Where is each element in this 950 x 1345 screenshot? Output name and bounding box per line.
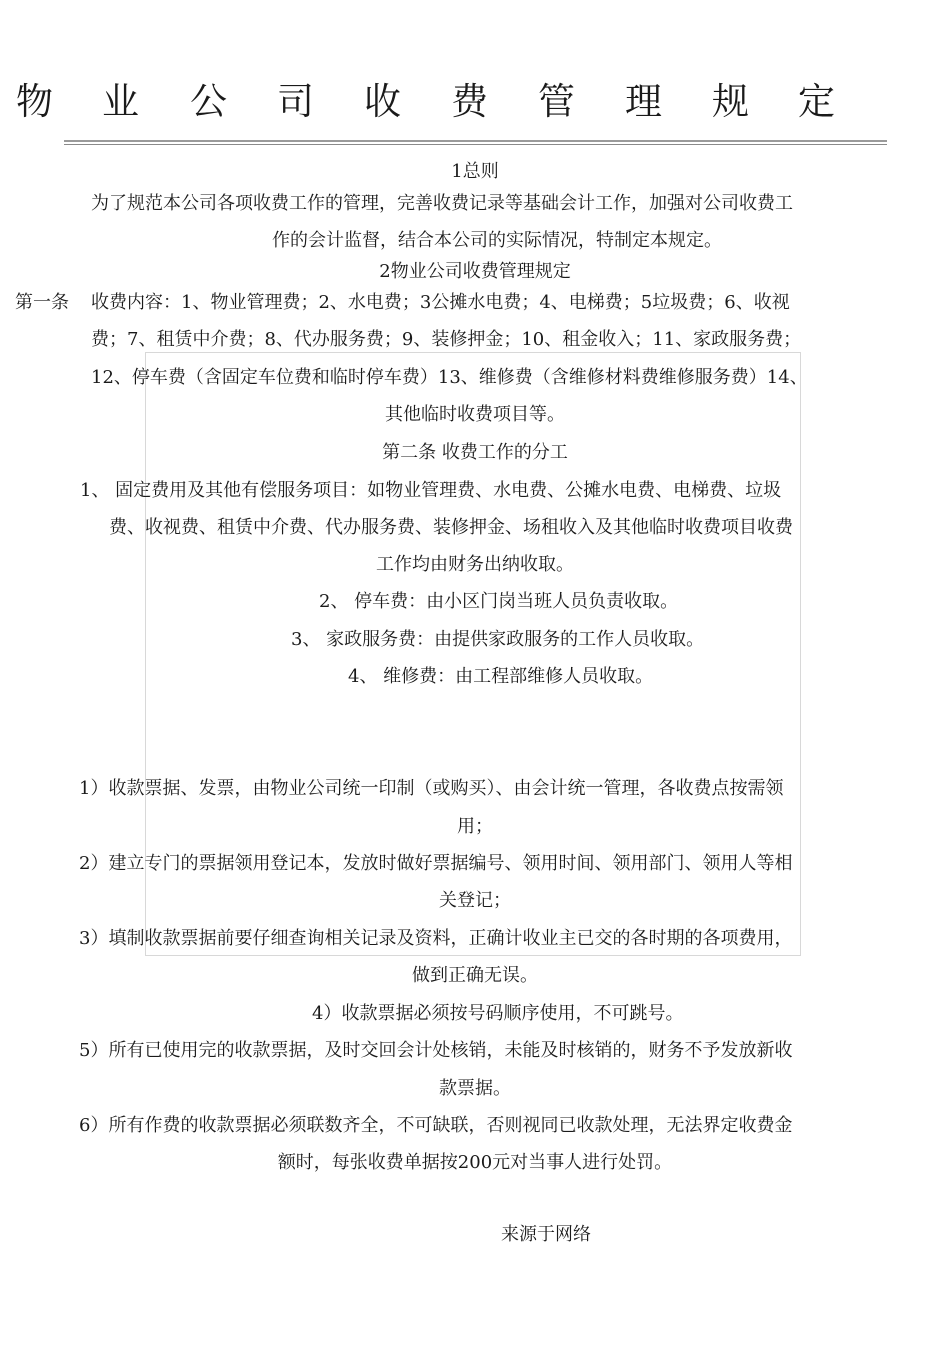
article1-line: 12、停车费（含固定车位费和临时停车费）13、维修费（含维修材料费维修服务费）14、 — [91, 367, 808, 388]
division-line: 2、 停车费：由小区门岗当班人员负责收取。 — [319, 591, 679, 612]
title-char: 费 — [451, 80, 488, 123]
article1-line: 收费内容：1、物业管理费；2、水电费；3公摊水电费；4、电梯费；5垃圾费；6、收视 — [91, 292, 790, 313]
title-char: 定 — [798, 80, 835, 123]
title-char: 物 — [16, 80, 53, 123]
article2-heading: 第二条 收费工作的分工 — [382, 442, 568, 463]
receipt-rule-line: 6）所有作费的收款票据必须联数齐全，不可缺联，否则视同已收款处理，无法界定收费金 — [79, 1115, 793, 1136]
receipt-rule-line: 款票据。 — [439, 1078, 511, 1099]
receipt-rule-line: 4）收款票据必须按号码顺序使用，不可跳号。 — [312, 1003, 684, 1024]
division-line: 4、 维修费：由工程部维修人员收取。 — [348, 666, 654, 687]
title-divider — [64, 140, 887, 142]
title-char: 理 — [625, 80, 662, 123]
division-line: 费、收视费、租赁中介费、代办服务费、装修押金、场租收入及其他临时收费项目收费 — [109, 517, 793, 538]
division-line: 工作均由财务出纳收取。 — [376, 554, 574, 575]
title-char: 管 — [538, 80, 575, 123]
section-heading-rules: 2物业公司收费管理规定 — [379, 261, 571, 282]
title-char: 业 — [102, 80, 139, 123]
title-char: 公 — [190, 80, 227, 123]
receipt-rule-line: 2）建立专门的票据领用登记本，发放时做好票据编号、领用时间、领用部门、领用人等相 — [79, 853, 793, 874]
article1-label: 第一条 — [15, 292, 69, 313]
article1-line: 其他临时收费项目等。 — [385, 404, 565, 425]
receipt-rule-line: 用； — [457, 816, 493, 837]
document-title — [0, 78, 950, 126]
division-line: 3、 家政服务费：由提供家政服务的工作人员收取。 — [291, 629, 705, 650]
general-text-line: 为了规范本公司各项收费工作的管理，完善收费记录等基础会计工作，加强对公司收费工 — [91, 193, 793, 214]
article1-line: 费；7、租赁中介费；8、代办服务费；9、装修押金；10、租金收入；11、家政服务费； — [91, 329, 802, 350]
title-divider-thin — [64, 144, 887, 145]
receipt-rule-line: 额时，每张收费单据按200元对当事人进行处罚。 — [277, 1152, 673, 1173]
general-text-line: 作的会计监督，结合本公司的实际情况，特制定本规定。 — [272, 230, 722, 251]
receipt-rule-line: 做到正确无误。 — [412, 965, 538, 986]
receipt-rule-line: 关登记； — [439, 890, 511, 911]
title-char: 收 — [364, 80, 401, 123]
receipt-rule-line: 5）所有已使用完的收款票据，及时交回会计处核销，未能及时核销的，财务不予发放新收 — [79, 1040, 793, 1061]
source-note: 来源于网络 — [501, 1224, 591, 1245]
receipt-rule-line: 3）填制收款票据前要仔细查询相关记录及资料，正确计收业主已交的各时期的各项费用， — [79, 928, 793, 949]
title-char: 司 — [277, 80, 314, 123]
division-line: 1、 固定费用及其他有偿服务项目：如物业管理费、水电费、公摊水电费、电梯费、垃圾 — [80, 480, 782, 501]
title-char: 规 — [712, 80, 749, 123]
receipt-rule-line: 1）收款票据、发票，由物业公司统一印制（或购买）、由会计统一管理，各收费点按需领 — [79, 778, 784, 799]
section-heading-general: 1总则 — [451, 161, 499, 182]
